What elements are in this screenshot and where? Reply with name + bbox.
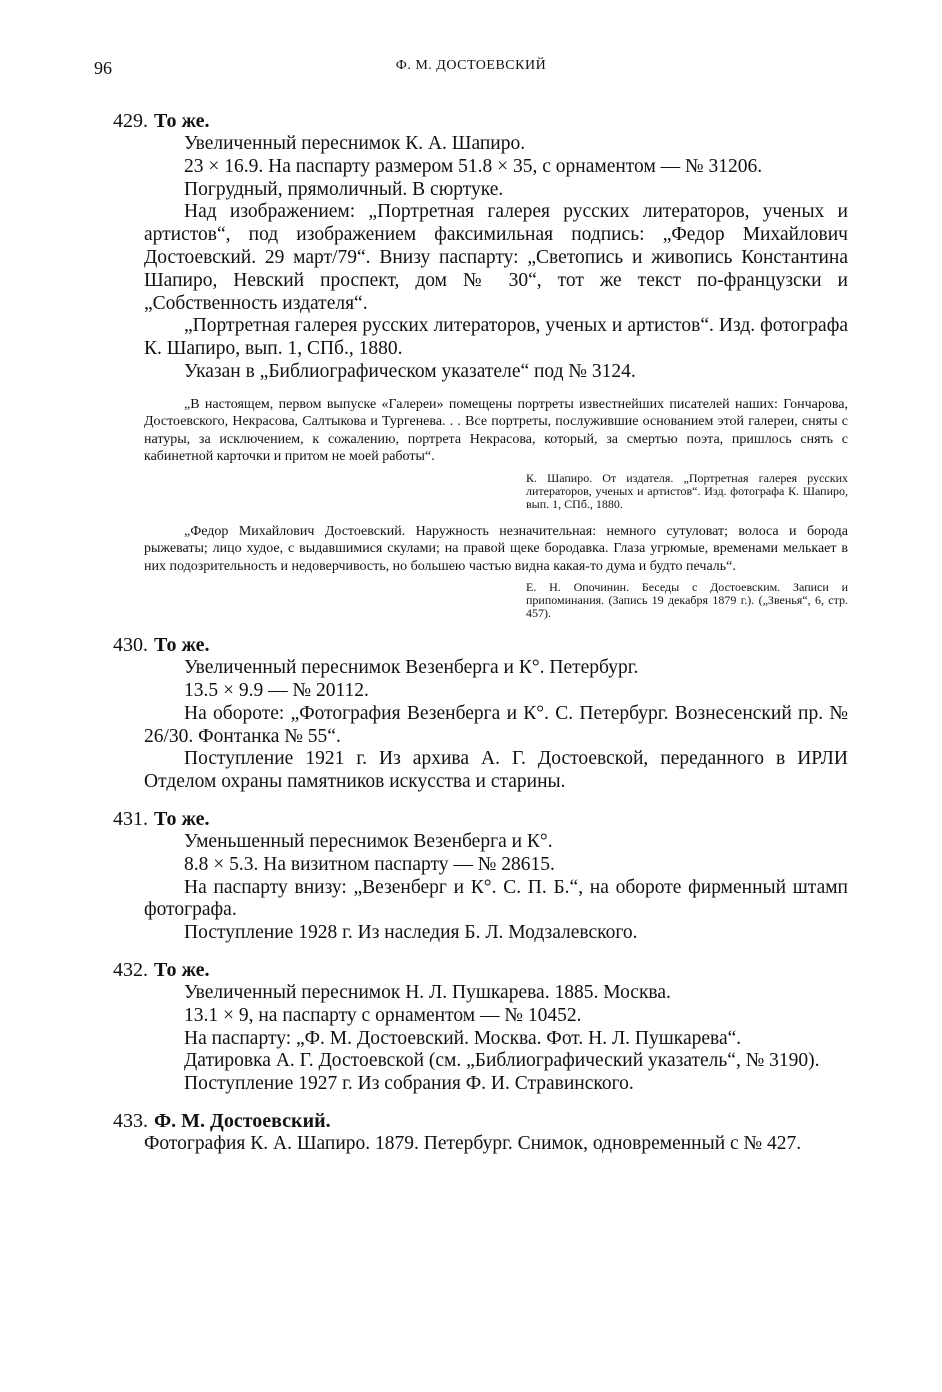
catalog-entry-431: [94, 808, 848, 945]
entry-line: Увеличенный переснимок К. А. Шапиро.: [184, 133, 526, 154]
entry-line: Поступление 1921 г. Из архива А. Г. Достоевской, переданного в ИРЛИ Отделом охраны памятников искусства и старины.: [144, 748, 848, 793]
entry-title: То же.: [154, 808, 210, 831]
entry-number: 431.: [113, 808, 148, 831]
entry-line: 8.8 × 5.3. На визитном паспарту — № 28615.: [184, 853, 555, 875]
entry-title: То же.: [154, 959, 210, 982]
entry-line: Погрудный, прямоличный. В сюртуке.: [184, 178, 504, 200]
catalog-content: [94, 110, 848, 1170]
entry-line: Уменьшенный переснимок Везенберга и К°.: [184, 831, 553, 853]
catalog-entry-430: [94, 634, 848, 794]
running-title: Ф. М. ДОСТОЕВСКИЙ: [395, 58, 547, 73]
entry-title: Ф. М. Достоевский.: [154, 1110, 331, 1133]
entry-line: На паспарту: „Ф. М. Достоевский. Москва. Фот. Н. Л. Пушкарева“.: [184, 1027, 742, 1049]
entry-line: На обороте: „Фотография Везенберга и К°. С. Петербург. Вознесенский пр. № 26/30. Фонтанка № 55“.: [144, 702, 848, 747]
entry-title: То же.: [154, 634, 210, 657]
entry-line: Увеличенный переснимок Н. Л. Пушкарева. 1885. Москва.: [184, 982, 671, 1004]
entry-number: 433.: [113, 1110, 148, 1133]
entry-line: Над изображением: „Портретная галерея русских литераторов, ученых и артистов“, под изображением факсимильная подпись: „Федор Михайлович Достоевский. 29 март/79“. Внизу паспарту: „Светопись и живопись Константина Шапиро, Невский проспект, дом № 30“, тот же текст по-французски и „Собственность издателя“.: [144, 201, 848, 314]
entry-line: Фотография К. А. Шапиро. 1879. Петербург. Снимок, одновременный с № 427.: [144, 1133, 802, 1155]
entry-heading: [94, 1110, 848, 1133]
entry-title: То же.: [154, 110, 210, 132]
entry-number: 432.: [113, 959, 148, 982]
entry-heading: [94, 808, 848, 831]
entry-heading: [94, 110, 848, 133]
catalog-entry-429: [94, 110, 848, 620]
entry-number: 430.: [113, 634, 148, 657]
entry-heading: [94, 959, 848, 982]
quote-block: „В настоящем, первом выпуске «Галереи» помещены портреты известнейших писателей наших: Гончарова, Достоевского, Некрасова, Салтыкова и Тургенева. . . Все портреты, послужившие основанием этой галереи, сняты с натуры, за исключением, к сожалению, портрета Некрасова, который, за смертью поэта, пришлось снять с кабинетной карточки и притом не моей работы“.: [144, 396, 848, 465]
entry-number: 429.: [113, 110, 148, 132]
quote-block: „Федор Михайлович Достоевский. Наружность незначительная: немного сутуловат; волоса и борода рыжеваты; лицо худое, с выдавшимися скулами; на правой щеке бородавка. Глаза угрюмые, временами мелькает в них подозрительность и недоверчивость, но большею частью видна какая-то дума и будто печаль“.: [144, 523, 848, 574]
entry-heading: [94, 634, 848, 657]
catalog-entry-433: [94, 1110, 848, 1156]
quote-citation: К. Шапиро. От издателя. „Портретная галерея русских литераторов, ученых и артистов“. Изд. фотографа К. Шапиро, вып. 1, СПб., 1880.: [526, 470, 848, 511]
entry-line: Указан в „Библиографическом указателе“ под № 3124.: [184, 360, 636, 382]
entry-line: На паспарту внизу: „Везенберг и К°. С. П. Б.“, на обороте фирменный штамп фотографа.: [144, 876, 848, 921]
entry-line: „Портретная галерея русских литераторов, ученых и артистов“. Изд. фотографа К. Шапиро, вып. 1, СПб., 1880.: [144, 315, 848, 360]
page-header: [94, 58, 848, 82]
entry-line: 13.5 × 9.9 — № 20112.: [184, 680, 369, 702]
entry-line: Датировка А. Г. Достоевской (см. „Библиографический указатель“, № 3190).: [184, 1050, 820, 1072]
entry-line: Поступление 1928 г. Из наследия Б. Л. Модзалевского.: [184, 922, 638, 944]
page-number: 96: [94, 58, 112, 78]
quote-citation: Е. Н. Опочинин. Беседы с Достоевским. Записи и припоминания. (Запись 19 декабря 1879 г.). („Звенья“, 6, стр. 457).: [526, 580, 848, 621]
entry-line: Увеличенный переснимок Везенберга и К°. Петербург.: [184, 657, 639, 679]
entry-line: 13.1 × 9, на паспарту с орнаментом — № 10452.: [184, 1004, 582, 1026]
catalog-entry-432: [94, 959, 848, 1096]
entry-line: Поступление 1927 г. Из собрания Ф. И. Стравинского.: [184, 1073, 634, 1095]
entry-line: 23 × 16.9. На паспарту размером 51.8 × 35, с орнаментом — № 31206.: [184, 155, 763, 177]
